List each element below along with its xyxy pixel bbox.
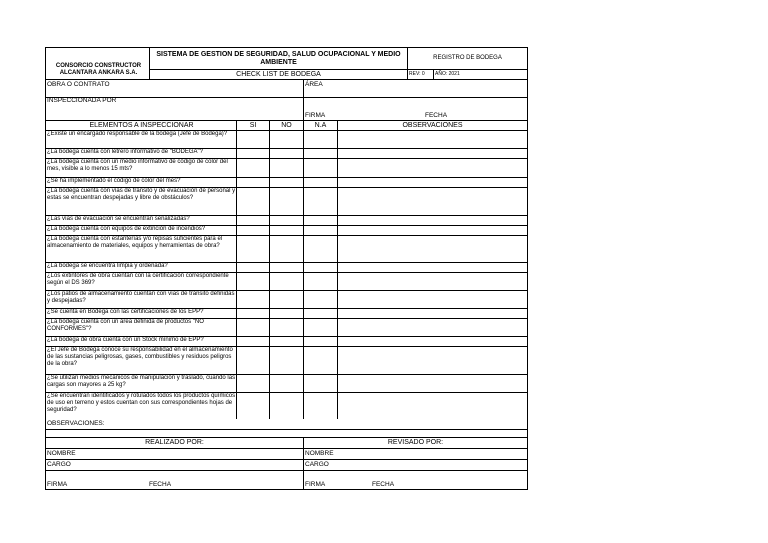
question-text: ¿El Jefe de Bodega conoce su responsabilidad en el almacenamiento de las sustancias peligrosas, gases, combustibles y residuos peligros de la obra? bbox=[46, 347, 237, 374]
question-text: ¿La bodega cuenta con letrero informativo de "BODEGA"? bbox=[46, 149, 237, 158]
table-row bbox=[46, 291, 527, 309]
na-cell[interactable] bbox=[304, 309, 338, 318]
question-text: ¿Se utilizan medios mecánicos de manipulación y traslado, cuando las cargas son mayores a 25 kg? bbox=[46, 375, 237, 392]
observation-cell[interactable] bbox=[338, 216, 527, 225]
na-cell[interactable] bbox=[304, 347, 338, 374]
observation-cell[interactable] bbox=[338, 188, 527, 215]
na-cell[interactable] bbox=[304, 178, 338, 187]
observation-cell[interactable] bbox=[338, 309, 527, 318]
no-cell[interactable] bbox=[270, 188, 304, 215]
observation-cell[interactable] bbox=[338, 337, 527, 346]
si-cell[interactable] bbox=[237, 337, 270, 346]
table-row bbox=[46, 347, 527, 375]
inspector-row bbox=[46, 98, 527, 121]
no-cell[interactable] bbox=[270, 291, 304, 308]
si-cell[interactable] bbox=[237, 309, 270, 318]
realizado-nombre[interactable]: NOMBRE bbox=[46, 449, 304, 459]
checklist-title: CHECK LIST DE BODEGA bbox=[236, 71, 321, 78]
observation-cell[interactable] bbox=[338, 273, 527, 290]
table-row bbox=[46, 309, 527, 319]
no-cell[interactable] bbox=[270, 263, 304, 272]
question-text: ¿La bodega se encuentra limpia y ordenada? bbox=[46, 263, 237, 272]
na-cell[interactable] bbox=[304, 149, 338, 158]
record-label: REGISTRO DE BODEGA bbox=[408, 48, 527, 70]
realizado-cargo[interactable]: CARGO bbox=[46, 460, 304, 470]
question-text: ¿Existe un encargado responsable de la bodega (Jefe de Bodega)? bbox=[46, 131, 237, 148]
question-rows bbox=[46, 131, 527, 419]
na-cell[interactable] bbox=[304, 159, 338, 177]
no-cell[interactable] bbox=[270, 226, 304, 235]
na-cell[interactable] bbox=[304, 188, 338, 215]
table-row bbox=[46, 263, 527, 273]
spacer-row bbox=[46, 430, 527, 438]
question-text: ¿Las vías de evacuación se encuentran señalizadas? bbox=[46, 216, 237, 225]
revisado-label: REVISADO POR: bbox=[387, 439, 444, 446]
no-cell[interactable] bbox=[270, 216, 304, 225]
na-cell[interactable] bbox=[304, 337, 338, 346]
table-header bbox=[46, 121, 527, 131]
si-cell[interactable] bbox=[237, 226, 270, 235]
observation-cell[interactable] bbox=[338, 319, 527, 336]
si-cell[interactable] bbox=[237, 236, 270, 262]
si-cell[interactable] bbox=[237, 216, 270, 225]
table-row bbox=[46, 393, 527, 419]
no-cell[interactable] bbox=[270, 178, 304, 187]
no-cell[interactable] bbox=[270, 236, 304, 262]
cargo-row bbox=[46, 460, 527, 471]
no-cell[interactable] bbox=[270, 393, 304, 419]
table-row bbox=[46, 216, 527, 226]
question-text: ¿Se encuentran identificados y rotulados todos los productos químicos de uso en terreno y estos cuentan con sus correspondientes hojas de seguridad? bbox=[46, 393, 237, 419]
obra-field[interactable]: OBRA O CONTRATO bbox=[46, 80, 304, 97]
col-na: N.A bbox=[304, 121, 338, 130]
record-block bbox=[408, 48, 527, 79]
table-row bbox=[46, 273, 527, 291]
firma-label: FIRMA bbox=[305, 112, 326, 119]
question-text: ¿La bodega cuenta con un medio informativo de código de color del mes, visible a lo menos 15 mts? bbox=[46, 159, 237, 177]
si-cell[interactable] bbox=[237, 319, 270, 336]
firma-fecha-field[interactable] bbox=[304, 98, 527, 120]
na-cell[interactable] bbox=[304, 131, 338, 148]
obra-row bbox=[46, 80, 527, 98]
col-si: SI bbox=[237, 121, 270, 130]
si-cell[interactable] bbox=[237, 393, 270, 419]
na-cell[interactable] bbox=[304, 273, 338, 290]
no-cell[interactable] bbox=[270, 159, 304, 177]
observation-cell[interactable] bbox=[338, 375, 527, 392]
observaciones-row bbox=[46, 419, 527, 430]
observation-cell[interactable] bbox=[338, 236, 527, 262]
realizado-label: REALIZADO POR: bbox=[46, 438, 304, 448]
table-row bbox=[46, 375, 527, 393]
si-cell[interactable] bbox=[237, 291, 270, 308]
si-cell[interactable] bbox=[237, 347, 270, 374]
table-row bbox=[46, 319, 527, 337]
table-row bbox=[46, 178, 527, 188]
revisado-cargo[interactable]: CARGO bbox=[305, 461, 329, 468]
title-block bbox=[150, 48, 408, 79]
observation-cell[interactable] bbox=[338, 178, 527, 187]
no-cell[interactable] bbox=[270, 309, 304, 318]
na-cell[interactable] bbox=[304, 291, 338, 308]
observation-cell[interactable] bbox=[338, 347, 527, 374]
table-row bbox=[46, 149, 527, 159]
no-cell[interactable] bbox=[270, 131, 304, 148]
no-cell[interactable] bbox=[270, 273, 304, 290]
year-label: AÑO: 2021 bbox=[435, 71, 460, 77]
question-text: ¿Se ha implementado el código de color del mes? bbox=[46, 178, 237, 187]
form-header bbox=[46, 48, 527, 80]
si-cell[interactable] bbox=[237, 188, 270, 215]
no-cell[interactable] bbox=[270, 149, 304, 158]
si-cell[interactable] bbox=[237, 273, 270, 290]
system-title: SISTEMA DE GESTION DE SEGURIDAD, SALUD OCUPACIONAL Y MEDIO AMBIENTE bbox=[150, 48, 407, 70]
fecha-label: FECHA bbox=[425, 112, 448, 119]
na-cell[interactable] bbox=[304, 216, 338, 225]
company-name: CONSORCIO CONSTRUCTOR ALCANTARA ANKARA S.A. bbox=[46, 48, 150, 79]
na-cell[interactable] bbox=[304, 393, 338, 419]
question-text: ¿La bodega cuenta con un área definida de productos "NO CONFORMES"? bbox=[46, 319, 237, 336]
question-text: ¿Los patios de almacenamiento cuentan con vías de tránsito definidas y despejadas? bbox=[46, 291, 237, 308]
na-cell[interactable] bbox=[304, 236, 338, 262]
observation-cell[interactable] bbox=[338, 226, 527, 235]
si-cell[interactable] bbox=[237, 178, 270, 187]
inspector-field[interactable]: INSPECCIONADA POR bbox=[46, 98, 304, 120]
col-elements: ELEMENTOS A INSPECCIONAR bbox=[46, 121, 237, 130]
observation-cell[interactable] bbox=[338, 291, 527, 308]
observation-cell[interactable] bbox=[338, 393, 527, 419]
si-cell[interactable] bbox=[237, 375, 270, 392]
si-cell[interactable] bbox=[237, 159, 270, 177]
checklist-form bbox=[45, 47, 528, 490]
si-cell[interactable] bbox=[237, 131, 270, 148]
table-row bbox=[46, 226, 527, 236]
col-observaciones: OBSERVACIONES bbox=[402, 122, 463, 129]
no-cell[interactable] bbox=[270, 375, 304, 392]
question-text: ¿La bodega cuenta con estanterías y/o repisas suficientes para el almacenamiento de materiales, equipos y herramientas de obra? bbox=[46, 236, 237, 262]
revisado-firma[interactable]: FIRMA FECHA bbox=[305, 481, 395, 488]
si-cell[interactable] bbox=[237, 149, 270, 158]
signoff-header bbox=[46, 438, 527, 449]
observation-cell[interactable] bbox=[338, 149, 527, 158]
table-row bbox=[46, 337, 527, 347]
no-cell[interactable] bbox=[270, 319, 304, 336]
si-cell[interactable] bbox=[237, 263, 270, 272]
question-text: ¿La bodega de obra cuenta con un Stock mínimo de EPP? bbox=[46, 337, 237, 346]
area-field[interactable]: ÁREA bbox=[305, 81, 323, 88]
no-cell[interactable] bbox=[270, 337, 304, 346]
observaciones-field[interactable]: OBSERVACIONES: bbox=[47, 420, 105, 427]
question-text: ¿La bodega cuenta con equipos de extinción de incendios? bbox=[46, 226, 237, 235]
table-row bbox=[46, 236, 527, 263]
na-cell[interactable] bbox=[304, 319, 338, 336]
observation-cell[interactable] bbox=[338, 131, 527, 148]
na-cell[interactable] bbox=[304, 375, 338, 392]
table-row bbox=[46, 131, 527, 149]
nombre-row bbox=[46, 449, 527, 460]
realizado-firma[interactable]: FIRMA FECHA bbox=[46, 471, 304, 489]
observation-cell[interactable] bbox=[338, 159, 527, 177]
table-row bbox=[46, 159, 527, 178]
question-text: ¿Los extintores de obra cuentan con la certificación correspondiente según el DS 369? bbox=[46, 273, 237, 290]
col-no: NO bbox=[270, 121, 304, 130]
firma-row bbox=[46, 471, 527, 489]
no-cell[interactable] bbox=[270, 347, 304, 374]
na-cell[interactable] bbox=[304, 263, 338, 272]
revisado-nombre[interactable]: NOMBRE bbox=[305, 450, 334, 457]
na-cell[interactable] bbox=[304, 226, 338, 235]
question-text: ¿La bodega cuenta con vías de tránsito y de evacuación de personal y estas se encuentran despejadas y libre de obstáculos? bbox=[46, 188, 237, 215]
table-row bbox=[46, 188, 527, 216]
question-text: ¿Se cuenta en Bodega con las certificaciones de los EPP? bbox=[46, 309, 237, 318]
revision-label: REV: 0 bbox=[408, 70, 434, 79]
observation-cell[interactable] bbox=[338, 263, 527, 272]
